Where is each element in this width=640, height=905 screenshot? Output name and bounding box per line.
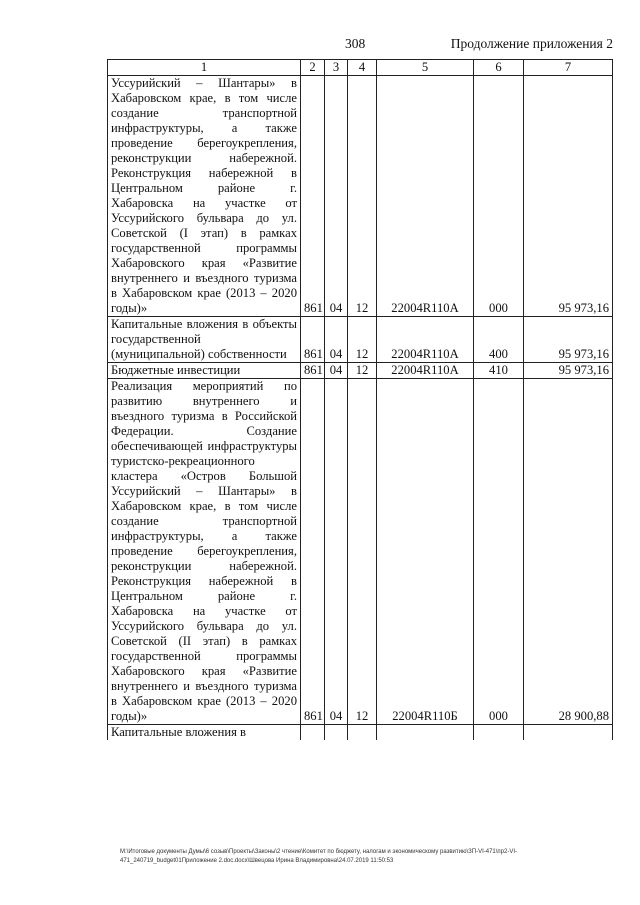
amount xyxy=(524,725,613,741)
subsection-code: 12 xyxy=(348,317,377,363)
footer-path-line: М:\Итоговые документы Думы\6 созыв\Проекты\Законы\2 чтение\Комитет по бюджету, налогам и экономическому развитию\ЗП-VI-471\пр2-VI- xyxy=(120,849,518,855)
column-header: 5 xyxy=(377,60,474,76)
amount: 28 900,88 xyxy=(524,379,613,725)
page-number: 308 xyxy=(345,36,366,51)
expense-type-code xyxy=(474,725,524,741)
subsection-code xyxy=(348,725,377,741)
ministry-code xyxy=(301,725,325,741)
target-article-code: 22004R110A xyxy=(377,76,474,317)
appendix-continuation-label: Продолжение приложения 2 xyxy=(450,36,613,51)
ministry-code: 861 xyxy=(301,379,325,725)
row-name: Капитальные вложения в xyxy=(108,725,301,741)
expense-type-code: 000 xyxy=(474,76,524,317)
column-header: 2 xyxy=(301,60,325,76)
expense-type-code: 400 xyxy=(474,317,524,363)
row-name: Уссурийский – Шантары» в Хабаровском крае, в том числе создание транспортной инфраструктуры, а также проведение берегоукрепления, реконструкции набережной. Реконструкция набережной в Центральном районе г. Хабаровска на участке от Уссурийского бульвара до ул. Советской (I этап) в рамках государственной программы Хабаровского края «Развитие внутреннего и въездного туризма в Хабаровском крае (2013 – 2020 годы)» xyxy=(108,76,301,317)
footer-path-line: 471_240719_budget01Приложение 2.doc.docx\Швецова Ирина Владимировна\24.07.2019 11:50:53 xyxy=(120,858,394,864)
column-header: 6 xyxy=(474,60,524,76)
table-header-row xyxy=(108,60,613,76)
budget-table xyxy=(107,59,613,740)
amount: 95 973,16 xyxy=(524,76,613,317)
table-row xyxy=(108,363,613,379)
document-path-footer xyxy=(120,848,620,866)
expense-type-code: 000 xyxy=(474,379,524,725)
column-header: 1 xyxy=(108,60,301,76)
subsection-code: 12 xyxy=(348,379,377,725)
section-code: 04 xyxy=(325,379,348,725)
target-article-code: 22004R110Б xyxy=(377,379,474,725)
subsection-code: 12 xyxy=(348,363,377,379)
row-name: Реализация мероприятий по развитию внутреннего и въездного туризма в Российской Федерации. Создание обеспечивающей инфраструктуры туристско-рекреационного кластера «Остров Большой Уссурийский – Шантары» в Хабаровском крае, в том числе создание транспортной инфраструктуры, а также проведение берегоукрепления, реконструкции набережной. Реконструкция набережной в Центральном районе г. Хабаровска на участке от Уссурийского бульвара до ул. Советской (II этап) в рамках государственной программы Хабаровского края «Развитие внутреннего и въездного туризма в Хабаровском крае (2013 – 2020 годы)» xyxy=(108,379,301,725)
table-row xyxy=(108,76,613,317)
section-code: 04 xyxy=(325,76,348,317)
target-article-code: 22004R110A xyxy=(377,363,474,379)
column-header: 3 xyxy=(325,60,348,76)
column-header: 4 xyxy=(348,60,377,76)
amount: 95 973,16 xyxy=(524,317,613,363)
section-code xyxy=(325,725,348,741)
ministry-code: 861 xyxy=(301,363,325,379)
target-article-code: 22004R110A xyxy=(377,317,474,363)
table-row xyxy=(108,379,613,725)
column-header: 7 xyxy=(524,60,613,76)
table-row xyxy=(108,317,613,363)
row-name: Капитальные вложения в объекты государственной (муниципальной) собственности xyxy=(108,317,301,363)
page-header xyxy=(0,36,640,56)
table-row xyxy=(108,725,613,741)
expense-type-code: 410 xyxy=(474,363,524,379)
ministry-code: 861 xyxy=(301,317,325,363)
ministry-code: 861 xyxy=(301,76,325,317)
subsection-code: 12 xyxy=(348,76,377,317)
section-code: 04 xyxy=(325,363,348,379)
section-code: 04 xyxy=(325,317,348,363)
target-article-code xyxy=(377,725,474,741)
row-name: Бюджетные инвестиции xyxy=(108,363,301,379)
amount: 95 973,16 xyxy=(524,363,613,379)
